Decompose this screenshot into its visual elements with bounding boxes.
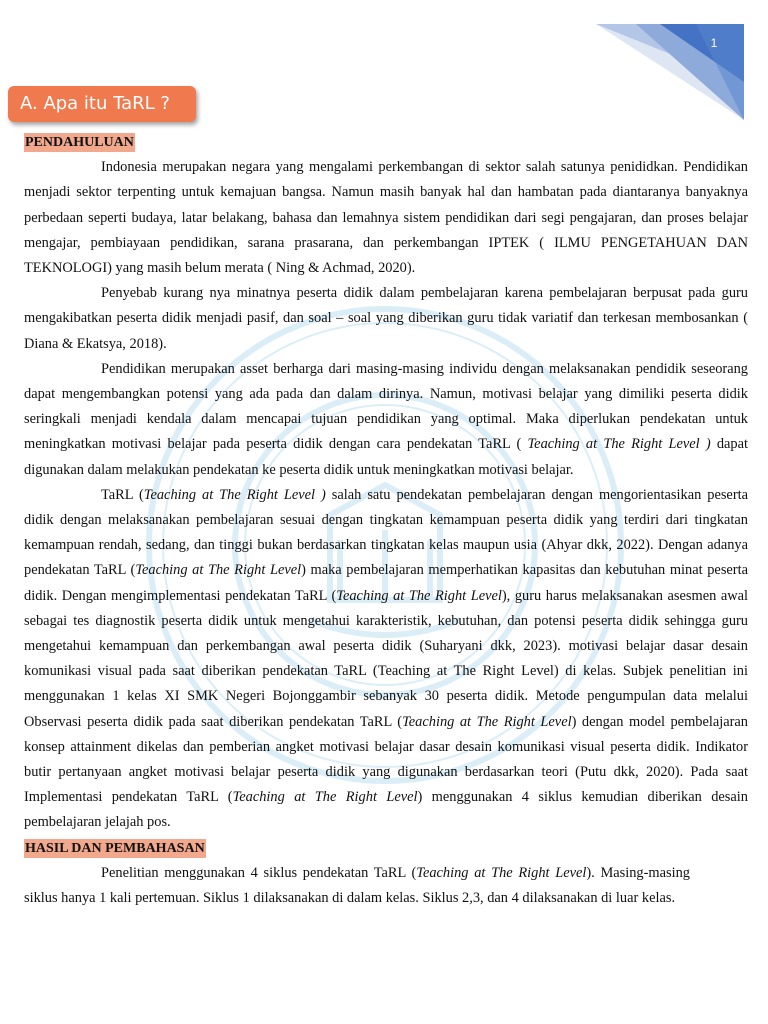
page-number: 1 xyxy=(710,36,718,50)
text-run: Penelitian menggunakan 4 siklus pendekatan TaRL ( xyxy=(101,864,417,881)
section-heading-pendahuluan: PENDAHULUAN xyxy=(25,135,134,150)
text-run: ) maka pembelajaran memperhatikan kapasitas dan kebutuhan minat peserta didik. Dengan mengimplementasi pendekatan TaRL ( xyxy=(24,562,748,604)
text-run: Indonesia merupakan negara yang mengalami perkembangan di sektor salah satunya penididkan. Pendidikan menjadi sektor terpenting untuk kemajuan bangsa. Namun masih banyak hal dan hambatan pada diantaranya banyaknya perbedaan seperti budaya, latar belakang, bahasa dan lemahnya sistem pendidikan dari segi pengajaran, dan proses belajar mengajar, pembiayaan pendidikan, sarana prasarana, dan perkembangan IPTEK ( ILMU PENGETAHUAN DAN TEKNOLOGI) yang masih belum merata ( Ning & Achmad, 2020). xyxy=(24,159,748,277)
text-run: TaRL ( xyxy=(101,486,144,503)
paragraph xyxy=(24,483,748,836)
italic-text-run: Teaching at The Right Level xyxy=(416,864,587,881)
italic-text-run: Teaching at The Right Level ) xyxy=(143,486,326,503)
text-run: ), guru harus melaksanakan asesmen awal sebagai tes diagnostik peserta didik untuk mengetahui karakteristik, kebutuhan, dan potensi peserta didik sehingga guru mengetahui kemampuan dan perkembangan awal peserta didik (Suharyani dkk, 2023). motivasi belajar dasar desain komunikasi visual pada saat diberikan pendekatan TaRL (Teaching at The Right Level) di kelas. Subjek penelitian ini menggunakan 1 kelas XI SMK Negeri Bojonggambir sebanyak 30 peserta didik. Metode pengumpulan data melalui Observasi peserta didik pada saat diberikan pendekatan TaRL ( xyxy=(24,587,749,730)
text-run: dapat digunakan dalam melakukan pendekatan ke peserta didik untuk meningkatkan motivasi belajar. xyxy=(24,436,749,478)
italic-text-run: Teaching at The Right Level xyxy=(232,789,418,806)
italic-text-run: Teaching at The Right Level xyxy=(402,713,572,730)
paragraph xyxy=(24,281,748,357)
paragraph xyxy=(24,861,690,911)
text-run: ). Masing-masing siklus hanya 1 kali pertemuan. Siklus 1 dilaksanakan di dalam kelas. Siklus 2,3, dan 4 dilaksanakan di luar kelas. xyxy=(24,864,690,907)
italic-text-run: Teaching at The Right Level ) xyxy=(527,436,711,453)
italic-text-run: Teaching at The Right Level xyxy=(336,587,502,604)
text-run: salah satu pendekatan pembelajaran dengan mengorientasikan peserta didik dengan melaksanakan pembelajaran sesuai dengan tingkatan kemampuan peserta didik yang terdiri dari tingkatan kemampuan rendah, sedang, dan tinggi bukan berdasarkan tingkatan kelas maupun usia (Ahyar dkk, 2022). Dengan adanya pendekatan TaRL ( xyxy=(24,486,748,579)
text-run: ) menggunakan 4 siklus kemudian diberikan desain pembelajaran jelajah pos. xyxy=(24,789,748,831)
document-body xyxy=(24,130,748,911)
italic-text-run: Teaching at The Right Level xyxy=(135,562,302,579)
paragraph xyxy=(24,357,748,483)
text-run: Penyebab kurang nya minatnya peserta didik dalam pembelajaran karena pembelajaran berpusat pada guru mengakibatkan peserta didik menjadi pasif, dan soal – soal yang diberikan guru tidak variatif dan terkesan membosankan ( Diana & Ekatsya, 2018). xyxy=(24,285,748,352)
section-heading-hasil: HASIL DAN PEMBAHASAN xyxy=(25,840,205,856)
text-run: Pendidikan merupakan asset berharga dari masing-masing individu dengan melaksanakan pendidik seseorang dapat mengembangkan potensi yang ada pada dan dalam dirinya. Namun, motivasi belajar yang dimiliki peserta didik seringkali menjadi kendala dalam mencapai tujuan pendidikan yang optimal. Maka diperlukan pendekatan untuk meningkatkan motivasi belajar pada peserta didik dengan cara pendekatan TaRL ( xyxy=(24,360,748,453)
section-title-box: A. Apa itu TaRL ? xyxy=(8,86,196,122)
paragraph xyxy=(24,155,748,281)
text-run: ) dengan model pembelajaran konsep attainment dikelas dan pemberian angket motivasi belajar dasar desain komunikasi visual peserta didik. Indikator butir pertanyaan angket motivasi belajar peserta didik yang digunakan berdasarkan teori (Putu dkk, 2020). Pada saat Implementasi pendekatan TaRL ( xyxy=(24,713,748,806)
